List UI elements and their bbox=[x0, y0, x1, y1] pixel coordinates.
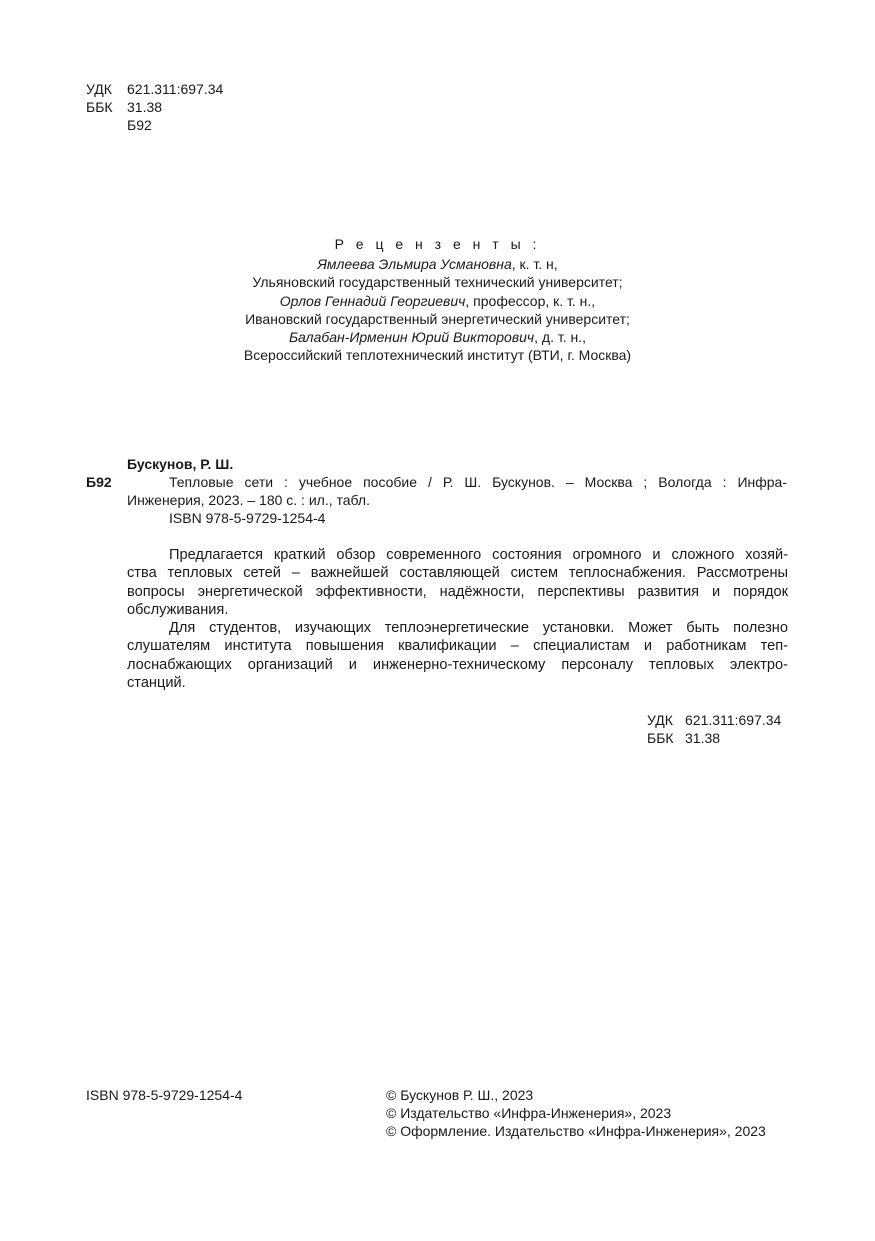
author-mark-row bbox=[86, 116, 223, 134]
reviewers-heading: Р е ц е н з е н т ы : bbox=[334, 236, 541, 252]
udk-value: 621.311:697.34 bbox=[685, 712, 782, 728]
copyright-line: © Бускунов Р. Ш., 2023 bbox=[386, 1087, 534, 1103]
abstract-line: Для студентов, изучающих теплоэнергетические установки. Может быть полезно bbox=[169, 620, 788, 637]
copyright-line: © Оформление. Издательство «Инфра-Инженерия», 2023 bbox=[386, 1123, 766, 1139]
reviewer-2 bbox=[180, 292, 695, 310]
abstract-line: лоснабжающих организаций и инженерно-техническому персоналу тепловых электро- bbox=[127, 656, 788, 673]
bbk-row bbox=[647, 729, 781, 747]
author-heading: Бускунов, Р. Ш. bbox=[127, 456, 234, 472]
udk-value: 621.311:697.34 bbox=[127, 81, 224, 97]
classification-block-bottom bbox=[647, 711, 781, 747]
reviewers-block bbox=[180, 235, 695, 364]
reviewer-name: Балабан-Ирменин Юрий Викторович bbox=[288, 329, 535, 346]
reviewer-degree: , к. т. н, bbox=[511, 256, 558, 273]
biblio-line: Инженерия, 2023. – 180 с. : ил., табл. bbox=[127, 492, 370, 508]
bbk-row bbox=[86, 98, 223, 116]
bibliographic-description bbox=[127, 473, 787, 527]
bbk-label: ББК bbox=[647, 730, 674, 746]
footer-isbn: ISBN 978-5-9729-1254-4 bbox=[86, 1087, 243, 1103]
copyright-line: © Издательство «Инфра-Инженерия», 2023 bbox=[386, 1105, 672, 1121]
udk-row bbox=[86, 80, 223, 98]
biblio-line: Тепловые сети : учебное пособие / Р. Ш. Бускунов. – Москва ; Вологда : Инфра- bbox=[169, 474, 787, 490]
biblio-isbn: ISBN 978-5-9729-1254-4 bbox=[169, 510, 326, 526]
udk-label: УДК bbox=[647, 712, 673, 728]
reviewer-1 bbox=[180, 255, 695, 273]
udk-label: УДК bbox=[86, 81, 112, 97]
abstract-line: Предлагается краткий обзор современного состояния огромного и сложного хозяй- bbox=[169, 547, 788, 563]
abstract-line: ства тепловых сетей – важнейшей составляющей систем теплоснабжения. Рассмотрены bbox=[127, 565, 788, 582]
abstract-line: станций. bbox=[127, 675, 186, 692]
abstract bbox=[127, 546, 788, 692]
reviewer-org: Ивановский государственный энергетический университет; bbox=[245, 310, 630, 327]
catalog-code: Б92 bbox=[86, 474, 112, 490]
reviewer-3 bbox=[180, 328, 695, 346]
reviewer-org: Ульяновский государственный технический университет; bbox=[252, 274, 623, 291]
abstract-line: вопросы энергетической эффективности, надёжности, перспективы развития и порядок bbox=[127, 583, 788, 600]
author-mark: Б92 bbox=[127, 117, 152, 133]
abstract-line: слушателям института повышения квалификации – специалистам и работникам теп- bbox=[127, 638, 788, 655]
copyright-block bbox=[386, 1086, 766, 1140]
classification-block-top bbox=[86, 80, 223, 134]
bbk-value: 31.38 bbox=[685, 730, 721, 746]
abstract-line: обслуживания. bbox=[127, 601, 229, 618]
bbk-label: ББК bbox=[86, 99, 113, 115]
udk-row bbox=[647, 711, 781, 729]
reviewer-degree: , профессор, к. т. н., bbox=[465, 292, 596, 309]
bbk-value: 31.38 bbox=[127, 99, 163, 115]
reviewer-org: Всероссийский теплотехнический институт (ВТИ, г. Москва) bbox=[243, 347, 632, 364]
reviewer-name: Ямлеева Эльмира Усмановна bbox=[317, 256, 512, 273]
reviewer-name: Орлов Геннадий Георгиевич bbox=[279, 292, 466, 309]
reviewer-degree: , д. т. н., bbox=[534, 329, 587, 346]
